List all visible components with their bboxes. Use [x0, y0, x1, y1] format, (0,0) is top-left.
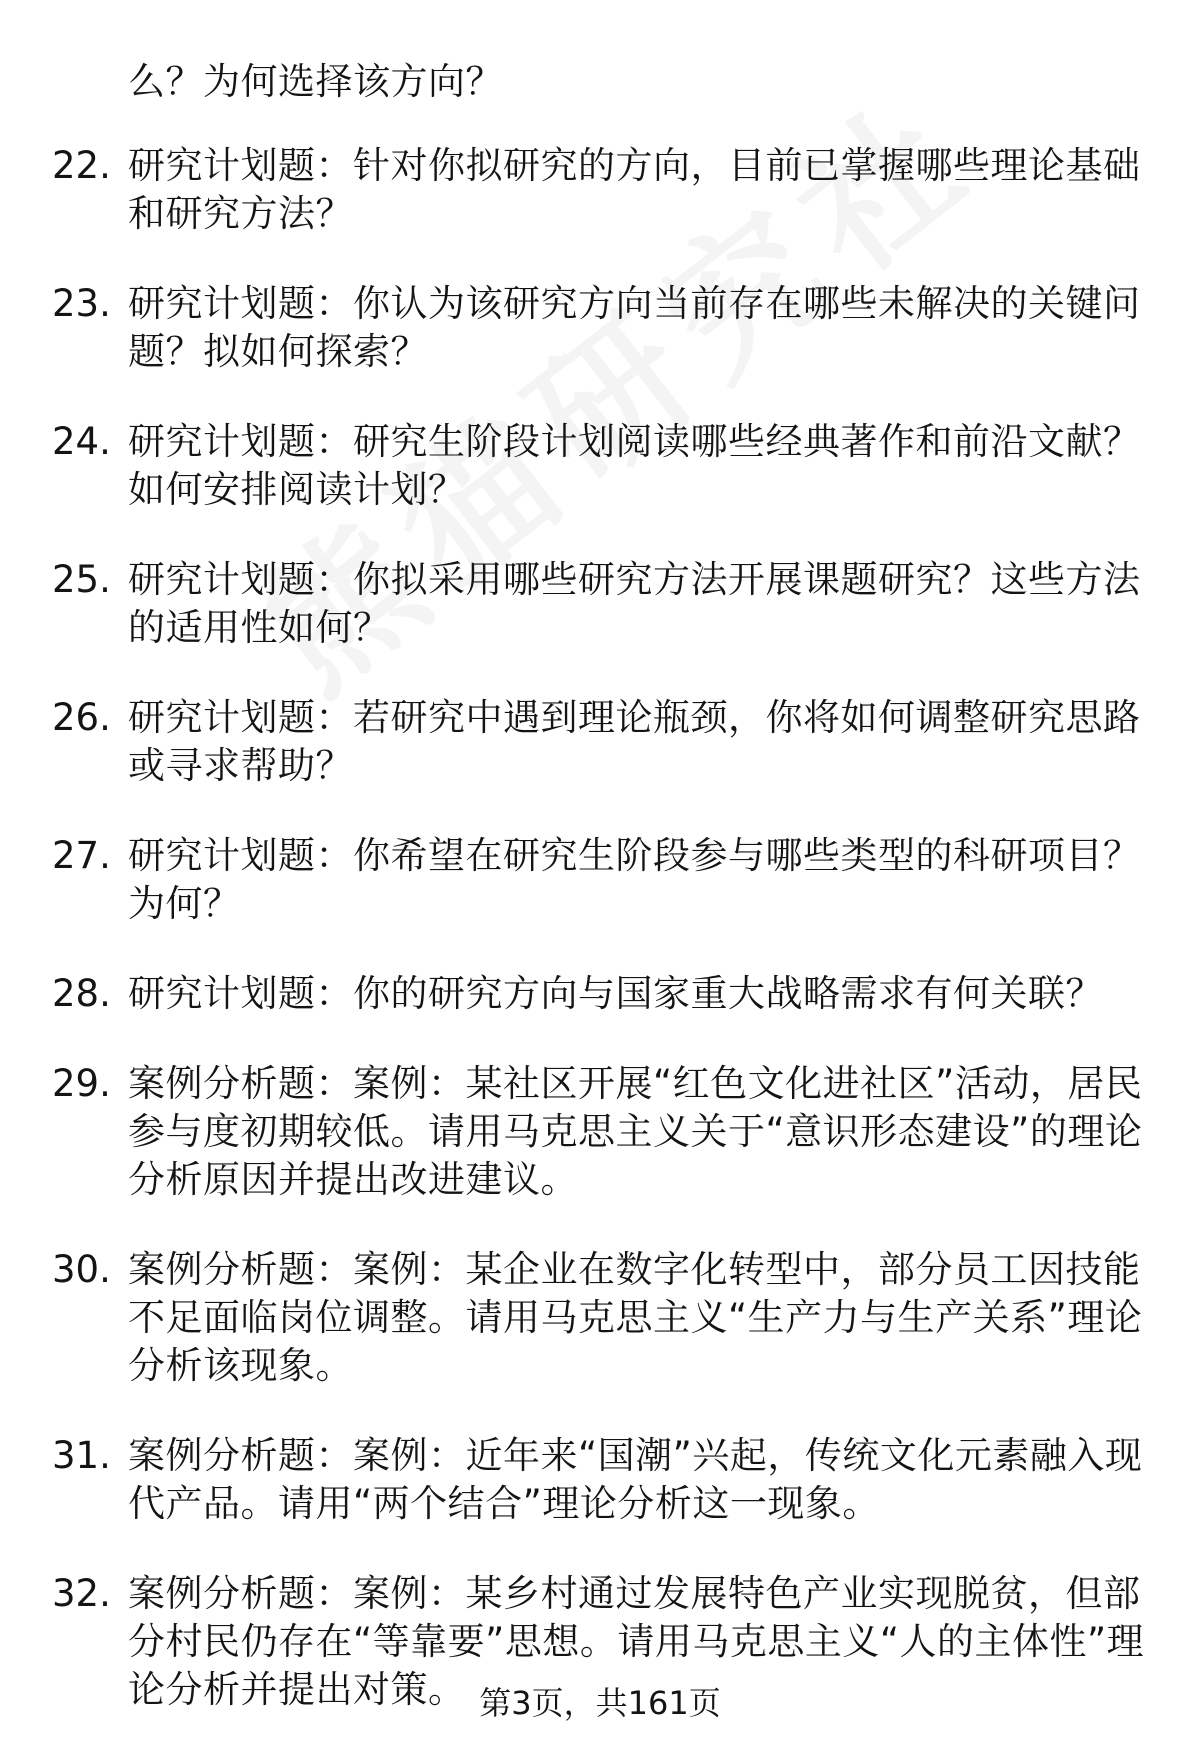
- question-item: [0, 556, 1200, 652]
- question-item: [0, 694, 1200, 790]
- question-item: [0, 832, 1200, 928]
- question-text: 案例分析题：案例：某企业在数字化转型中，部分员工因技能不足面临岗位调整。请用马克思主义“生产力与生产关系”理论分析该现象。: [128, 1248, 1143, 1387]
- question-text: 研究计划题：若研究中遇到理论瓶颈，你将如何调整研究思路或寻求帮助？: [128, 696, 1141, 787]
- question-text: 案例分析题：案例：某乡村通过发展特色产业实现脱贫，但部分村民仍存在“等靠要”思想。请用马克思主义“人的主体性”理论分析并提出对策。: [128, 1572, 1145, 1711]
- question-text: 案例分析题：案例：某社区开展“红色文化进社区”活动，居民参与度初期较低。请用马克思主义关于“意识形态建设”的理论分析原因并提出改进建议。: [128, 1062, 1143, 1201]
- question-text: 研究计划题：你认为该研究方向当前存在哪些未解决的关键问题？拟如何探索？: [128, 282, 1141, 373]
- question-number: 23.: [52, 282, 111, 325]
- question-text: 研究计划题：你希望在研究生阶段参与哪些类型的科研项目？为何？: [128, 834, 1141, 925]
- question-list: [0, 142, 1200, 1756]
- question-number: 27.: [52, 834, 111, 877]
- question-item: [0, 1432, 1200, 1528]
- question-number: 32.: [52, 1572, 111, 1615]
- question-text: 研究计划题：你拟采用哪些研究方法开展课题研究？这些方法的适用性如何？: [128, 558, 1141, 649]
- question-number: 31.: [52, 1434, 111, 1477]
- question-text: 研究计划题：研究生阶段计划阅读哪些经典著作和前沿文献？如何安排阅读计划？: [128, 420, 1141, 511]
- question-number: 25.: [52, 558, 111, 601]
- question-item: [0, 418, 1200, 514]
- question-number: 29.: [52, 1062, 111, 1105]
- question-item: [0, 1246, 1200, 1390]
- question-item: [0, 280, 1200, 376]
- question-text: 研究计划题：你的研究方向与国家重大战略需求有何关联？: [128, 972, 1103, 1015]
- question-number: 30.: [52, 1248, 111, 1291]
- question-number: 22.: [52, 144, 111, 187]
- question-text: 案例分析题：案例：近年来“国潮”兴起，传统文化元素融入现代产品。请用“两个结合”理论分析这一现象。: [128, 1434, 1143, 1525]
- question-number: 26.: [52, 696, 111, 739]
- question-text: 研究计划题：针对你拟研究的方向，目前已掌握哪些理论基础和研究方法？: [128, 144, 1141, 235]
- question-item: [0, 970, 1200, 1018]
- question-number: 28.: [52, 972, 111, 1015]
- question-item: [0, 142, 1200, 238]
- continuation-text: 么？为何选择该方向？: [128, 60, 503, 103]
- question-item: [0, 1060, 1200, 1204]
- question-number: 24.: [52, 420, 111, 463]
- page-footer: 第3页，共161页: [479, 1684, 721, 1722]
